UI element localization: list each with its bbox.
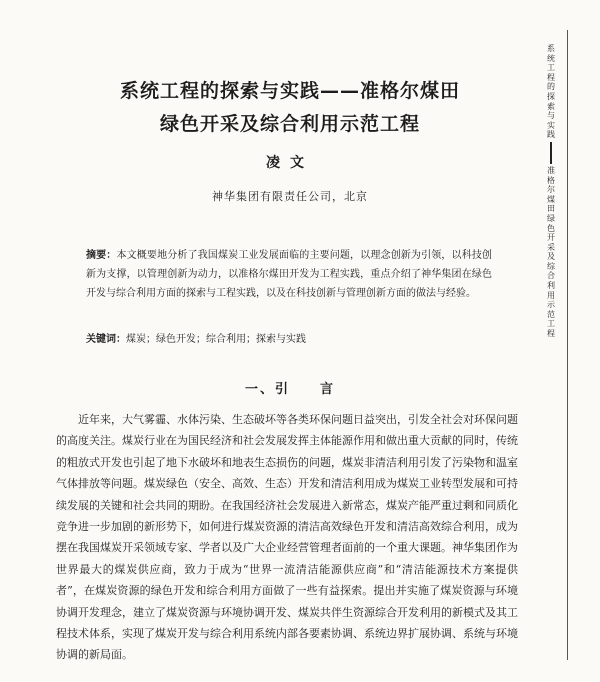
sidebar-dash: [550, 142, 552, 164]
margin-rule: [567, 30, 568, 660]
keywords: [86, 332, 492, 348]
sidebar-title-part-1: 系统工程的探索与实践: [547, 44, 555, 140]
title-line-1: 系统工程的探索与实践——准格尔煤田: [119, 80, 460, 102]
keywords-text: 煤炭；绿色开发；综合利用；探索与实践: [126, 334, 306, 345]
sidebar-title-part-2: 准格尔煤田绿色开采及综合利用示范工程: [547, 165, 555, 339]
abstract: [86, 246, 492, 303]
abstract-text: 本文概要地分析了我国煤炭工业发展面临的主要问题，以理念创新为引领，以科技创新为支撑，以管理创新为动力，以准格尔煤田开发为工程实践，重点介绍了神华集团在绿色开发与综合利用方面的探索与工程实践，以及在科技创新与管理创新方面的做法与经验。: [86, 250, 493, 299]
abstract-label: 摘要：: [86, 250, 117, 261]
running-head-sidebar: [542, 44, 560, 339]
author-name: 凌文: [266, 155, 314, 171]
author-affiliation: 神华集团有限责任公司，北京: [212, 190, 368, 203]
title-line-2: 绿色开采及综合利用示范工程: [159, 113, 420, 135]
keywords-label: 关键词：: [86, 334, 126, 345]
body-paragraph: 近年来，大气雾霾、水体污染、生态破坏等各类环保问题日益突出，引发全社会对环保问题的高度关注。煤炭行业在为国民经济和社会发展发挥主体能源作用和做出重大贡献的同时，传统的粗放式开发也引起了地下水破坏和地表生态损伤的问题，煤炭非清洁利用引发了污染物和温室气体排放等问题。煤炭绿色（安全、高效、生态）开发和清洁利用成为煤炭工业转型发展和可持续发展的关键和社会共同的期盼。在我国经济社会发展进入新常态，煤炭产能严重过剩和同质化竞争进一步加剧的新形势下，如何进行煤炭资源的清洁高效绿色开发和清洁高效综合利用，成为摆在我国煤炭开采领域专家、学者以及广大企业经营管理者面前的一个重大课题。神华集团作为世界最大的煤炭供应商，致力于成为“世界一流清洁能源供应商”和“清洁能源技术方案提供者”，在煤炭资源的绿色开发和综合利用方面做了一些有益探索。提出并实施了煤炭资源与环境协调开发理念，建立了煤炭资源与环境协调开发、煤炭共伴生资源综合开发利用的新模式及其工程技术体系，实现了煤炭开发与综合利用系统内部各要素协调、系统边界扩展协调、系统与环境协调的新局面。: [56, 413, 518, 662]
section-heading-introduction: 一、引 言: [244, 382, 335, 397]
